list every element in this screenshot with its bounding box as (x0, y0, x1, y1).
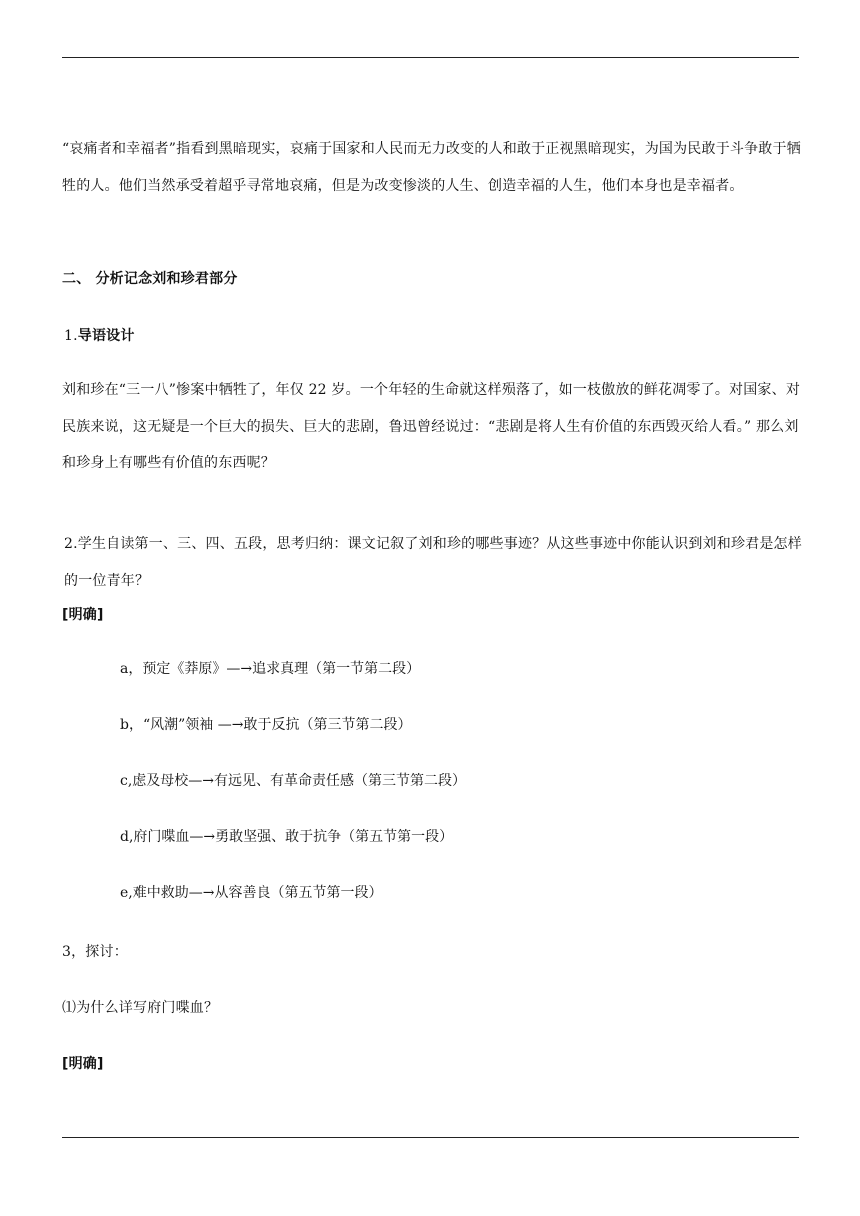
clarify-label: [明确] (62, 607, 104, 623)
clarify-label: [明确] (62, 1056, 104, 1072)
paragraph-summary: “哀痛者和幸福者”指看到黑暗现实，哀痛于国家和人民而无力改变的人和敢于正视黑暗现实，为国为民敢于斗争敢于牺牲的人。他们当然承受着超乎寻常地哀痛，但是为改变惨淡的人生、创造幸福的人生，他们本身也是幸福者。 (62, 141, 801, 194)
list-item: a，预定《莽原》—→追求真理（第一节第二段） (120, 661, 421, 677)
header-rule (62, 57, 799, 58)
step3-heading: 3，探讨： (62, 944, 128, 960)
list-item: e,难中救助—→从容善良（第五节第一段） (120, 885, 383, 901)
footer-rule (62, 1137, 799, 1138)
step1-title: 导语设计 (77, 328, 135, 344)
paragraph-step2: 2.学生自读第一、三、四、五段，思考归纳：课文记叙了刘和珍的哪些事迹？从这些事迹中你能认识到刘和珍君是怎样的一位青年？ (64, 536, 802, 589)
step1-number: 1. (64, 328, 78, 344)
step1-heading (64, 325, 804, 345)
list-item: d,府门喋血—→勇敢坚强、敢于抗争（第五节第一段） (120, 829, 454, 845)
question-1: ⑴为什么详写府门喋血？ (62, 1000, 219, 1016)
section-heading: 二、 分析记念刘和珍君部分 (62, 271, 238, 287)
list-item: c,虑及母校—→有远见、有革命责任感（第三节第二段） (120, 773, 467, 789)
list-item: b，“风潮”领袖 —→敢于反抗（第三节第二段） (120, 717, 412, 733)
paragraph-intro: 刘和珍在“三一八”惨案中牺牲了，年仅 22 岁。一个年轻的生命就这样殒落了，如一枝傲放的鲜花凋零了。对国家、对民族来说，这无疑是一个巨大的损失、巨大的悲剧，鲁迅曾经说过：“悲剧是将人生有价值的东西毁灭给人看。” 那么刘和珍身上有哪些有价值的东西呢？ (62, 382, 801, 471)
